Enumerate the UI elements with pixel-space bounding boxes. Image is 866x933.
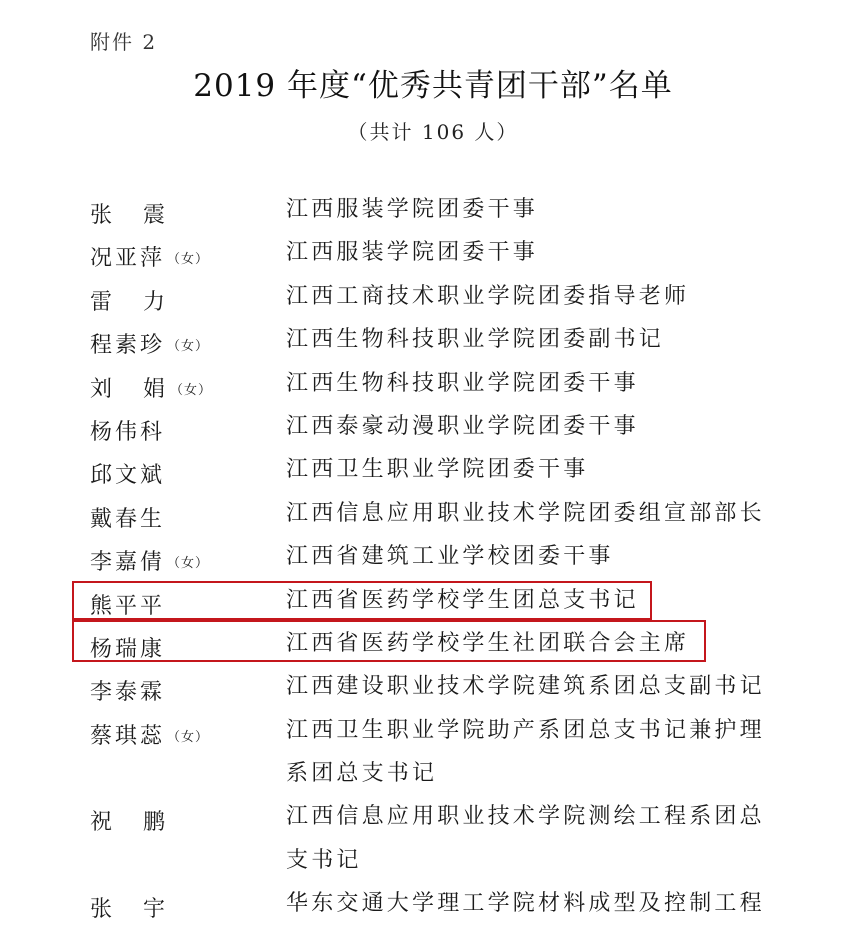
unit-position: 江西工商技术职业学院团委指导老师 (286, 283, 690, 309)
name-part: 张 (90, 203, 116, 228)
name-part: 张 (90, 897, 116, 923)
name-part: 杨瑞康 (90, 636, 166, 662)
list-item (0, 539, 866, 582)
female-mark: （女） (167, 339, 210, 355)
person-name (90, 285, 168, 316)
name-list (0, 192, 866, 930)
list-item (0, 886, 866, 929)
list-item (0, 713, 866, 800)
name-part: 蔡琪蕊 (90, 723, 166, 749)
name-part: 娟 (143, 376, 169, 402)
person-name (90, 719, 209, 750)
name-part: 宇 (143, 897, 169, 923)
name-part: 程素珍 (90, 333, 166, 359)
name-part: 震 (143, 203, 169, 228)
list-item (0, 192, 866, 235)
list-item (0, 322, 866, 365)
name-part: 刘 (90, 376, 116, 402)
person-name (90, 328, 209, 359)
name-part: 熊平平 (90, 593, 166, 619)
list-item (0, 799, 866, 886)
list-item (0, 669, 866, 712)
unit-position: 江西服装学院团委干事 (286, 197, 539, 222)
unit-position: 江西省建筑工业学校团委干事 (286, 544, 614, 570)
unit-position: 江西信息应用职业技术学院测绘工程系团总支书记 (286, 804, 765, 873)
person-name (90, 545, 209, 576)
name-part: 戴春生 (90, 506, 166, 532)
list-item (0, 452, 866, 495)
list-item (0, 366, 866, 409)
name-part: 祝 (90, 810, 116, 836)
attachment-label: 附件 2 (90, 30, 158, 54)
unit-position: 江西生物科技职业学院团委干事 (286, 370, 639, 396)
name-part: 杨伟科 (90, 419, 166, 445)
name-part: 李嘉倩 (90, 550, 166, 576)
unit-position: 华东交通大学理工学院材料成型及控制工程 (286, 891, 765, 917)
unit-position: 江西卫生职业学院团委干事 (286, 457, 589, 483)
female-mark: （女） (167, 556, 210, 572)
name-part: 雷 (90, 289, 116, 315)
list-item (0, 409, 866, 452)
unit-position: 江西卫生职业学院助产系团总支书记兼护理系团总支书记 (286, 717, 765, 787)
person-name (90, 892, 168, 923)
person-name (90, 198, 168, 229)
person-name (90, 805, 168, 836)
female-mark: （女） (170, 382, 213, 398)
person-name (90, 458, 165, 489)
name-part: 李泰霖 (90, 680, 166, 706)
unit-position: 江西泰豪动漫职业学院团委干事 (286, 413, 639, 439)
name-part: 鹏 (143, 810, 169, 836)
unit-position: 江西服装学院团委干事 (286, 240, 539, 266)
highlight-box-2 (72, 620, 706, 662)
person-name (90, 372, 212, 403)
document-subtitle: （共计 106 人） (347, 120, 519, 144)
highlight-box-1 (72, 581, 652, 620)
unit-position: 江西信息应用职业技术学院团委组宣部部长 (286, 500, 765, 526)
list-item (0, 235, 866, 278)
unit-position: 江西省医药学校学生团总支书记 (286, 587, 639, 613)
unit-position: 江西省医药学校学生社团联合会主席 (286, 630, 690, 656)
person-name (90, 675, 165, 706)
name-part: 况亚萍 (90, 246, 166, 272)
unit-position: 江西生物科技职业学院团委副书记 (286, 327, 665, 353)
person-name (90, 502, 165, 533)
document-title: 2019 年度“优秀共青团干部”名单 (193, 68, 673, 104)
name-part: 邱文斌 (90, 463, 166, 489)
list-item (0, 496, 866, 539)
person-name (90, 415, 165, 446)
list-item (0, 279, 866, 322)
female-mark: （女） (167, 729, 210, 745)
name-part: 力 (143, 289, 169, 315)
female-mark: （女） (167, 252, 210, 268)
unit-position: 江西建设职业技术学院建筑系团总支副书记 (286, 674, 765, 700)
person-name (90, 241, 209, 272)
